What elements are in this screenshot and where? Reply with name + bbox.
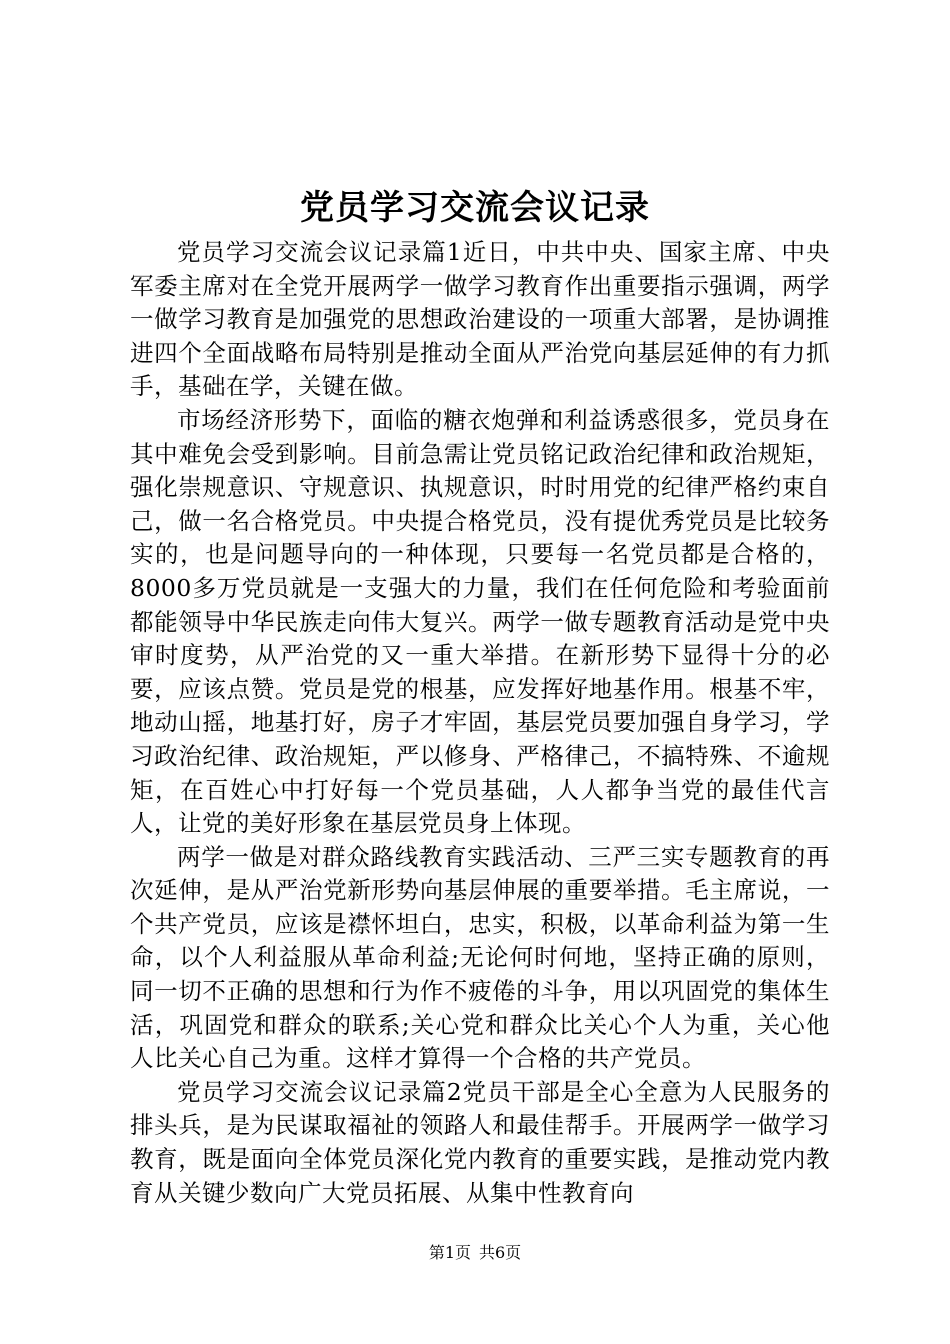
paragraph-1: 党员学习交流会议记录篇1近日，中共中央、国家主席、中央军委主席对在全党开展两学一做学习教育作出重要指示强调，两学一做学习教育是加强党的思想政治建设的一项重大部署，是协调推进四个全面战略布局特别是推动全面从严治党向基层延伸的有力抓手，基础在学，关键在做。 — [130, 238, 830, 401]
page-number: 第1页 — [428, 1243, 471, 1262]
document-title: 党员学习交流会议记录 — [300, 188, 650, 228]
page-footer — [0, 1242, 950, 1264]
document-body — [130, 236, 830, 1210]
paragraph-3: 两学一做是对群众路线教育实践活动、三严三实专题教育的再次延伸，是从严治党新形势向基层伸展的重要举措。毛主席说，一个共产党员，应该是襟怀坦白，忠实，积极，以革命利益为第一生命，以个人利益服从革命利益;无论何时何地，坚持正确的原则，同一切不正确的思想和行为作不疲倦的斗争，用以巩固党的集体生活，巩固党和群众的联系;关心党和群众比关心个人为重，关心他人比关心自己为重。这样才算得一个合格的共产党员。 — [130, 842, 830, 1073]
paragraph-4: 党员学习交流会议记录篇2党员干部是全心全意为人民服务的排头兵，是为民谋取福祉的领路人和最佳帮手。开展两学一做学习教育，既是面向全体党员深化党内教育的重要实践，是推动党内教育从关键少数向广大党员拓展、从集中性教育向 — [130, 1077, 830, 1207]
page-total: 共6页 — [479, 1243, 522, 1262]
paragraph-2: 市场经济形势下，面临的糖衣炮弹和利益诱惑很多，党员身在其中难免会受到影响。目前急需让党员铭记政治纪律和政治规矩，强化崇规意识、守规意识、执规意识，时时用党的纪律严格约束自己，做一名合格党员。中央提合格党员，没有提优秀党员是比较务实的，也是问题导向的一种体现，只要每一名党员都是合格的，8000多万党员就是一支强大的力量，我们在任何危险和考验面前都能领导中华民族走向伟大复兴。两学一做专题教育活动是党中央审时度势，从严治党的又一重大举措。在新形势下显得十分的必要，应该点赞。党员是党的根基，应发挥好地基作用。根基不牢，地动山摇，地基打好，房子才牢固，基层党员要加强自身学习，学习政治纪律、政治规矩，严以修身、严格律己，不搞特殊、不逾规矩，在百姓心中打好每一个党员基础，人人都争当党的最佳代言人，让党的美好形象在基层党员身上体现。 — [130, 405, 830, 838]
